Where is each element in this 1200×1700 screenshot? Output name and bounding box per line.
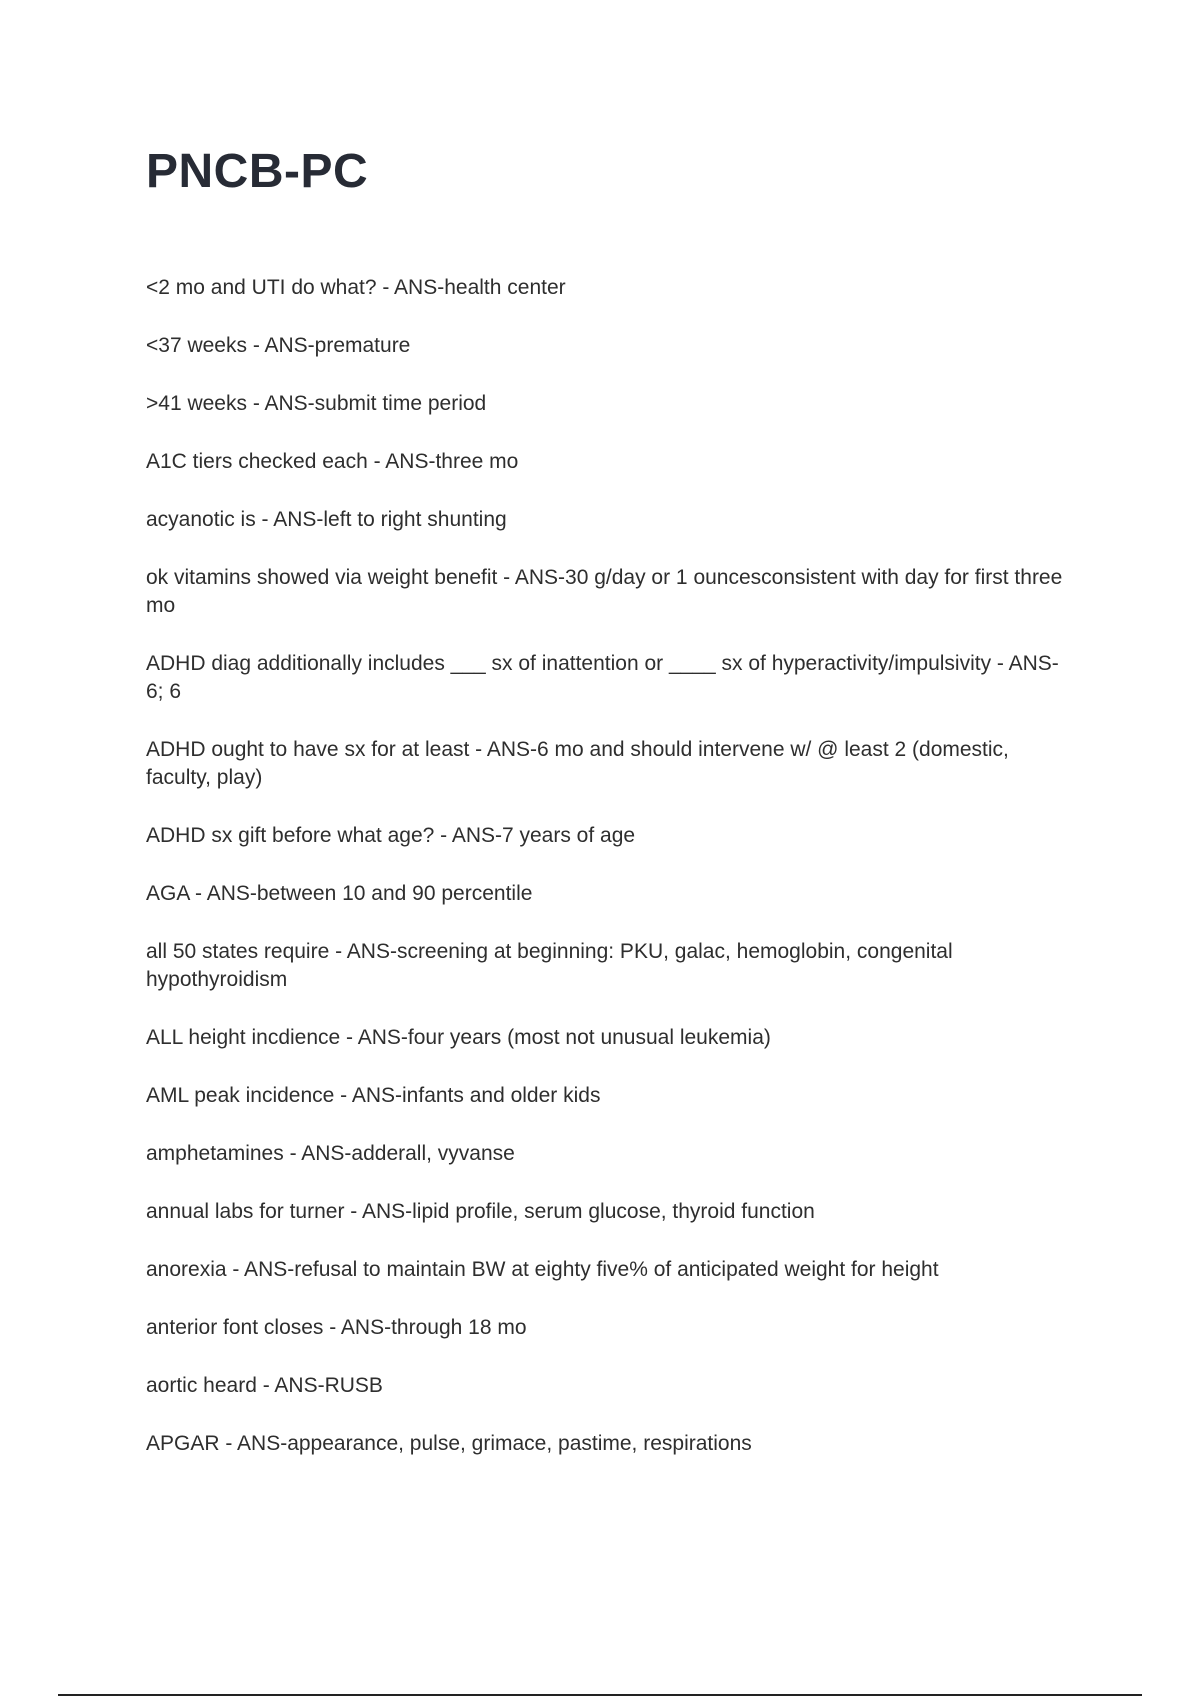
qa-entry: A1C tiers checked each - ANS-three mo: [146, 450, 519, 473]
qa-entry: all 50 states require - ANS-screening at beginning: PKU, galac, hemoglobin, congenital hypothyroidism: [146, 940, 953, 991]
qa-entry: AML peak incidence - ANS-infants and older kids: [146, 1084, 601, 1107]
qa-entry: ALL height incdience - ANS-four years (most not unusual leukemia): [146, 1026, 771, 1049]
qa-entry: acyanotic is - ANS-left to right shunting: [146, 508, 507, 531]
qa-entry: >41 weeks - ANS-submit time period: [146, 392, 487, 415]
qa-entry: ADHD diag additionally includes ___ sx of inattention or ____ sx of hyperactivity/impulsivity - ANS-6; 6: [146, 652, 1059, 703]
qa-entry: ok vitamins showed via weight benefit - ANS-30 g/day or 1 ouncesconsistent with day for first three mo: [146, 566, 1063, 617]
page-title: PNCB-PC: [146, 145, 369, 198]
qa-entry: anorexia - ANS-refusal to maintain BW at eighty five% of anticipated weight for height: [146, 1258, 939, 1281]
qa-entry: ADHD sx gift before what age? - ANS-7 years of age: [146, 824, 636, 847]
qa-entry: amphetamines - ANS-adderall, vyvanse: [146, 1142, 515, 1165]
qa-list: [146, 274, 1066, 1488]
footer-divider: [58, 1694, 1142, 1696]
qa-entry: ADHD ought to have sx for at least - ANS-6 mo and should intervene w/ @ least 2 (domestic, faculty, play): [146, 738, 1009, 789]
qa-entry: anterior font closes - ANS-through 18 mo: [146, 1316, 527, 1339]
qa-entry: AGA - ANS-between 10 and 90 percentile: [146, 882, 533, 905]
qa-entry: <37 weeks - ANS-premature: [146, 334, 411, 357]
qa-entry: aortic heard - ANS-RUSB: [146, 1374, 383, 1397]
qa-entry: annual labs for turner - ANS-lipid profile, serum glucose, thyroid function: [146, 1200, 815, 1223]
qa-entry: APGAR - ANS-appearance, pulse, grimace, pastime, respirations: [146, 1432, 752, 1455]
qa-entry: <2 mo and UTI do what? - ANS-health center: [146, 276, 566, 299]
